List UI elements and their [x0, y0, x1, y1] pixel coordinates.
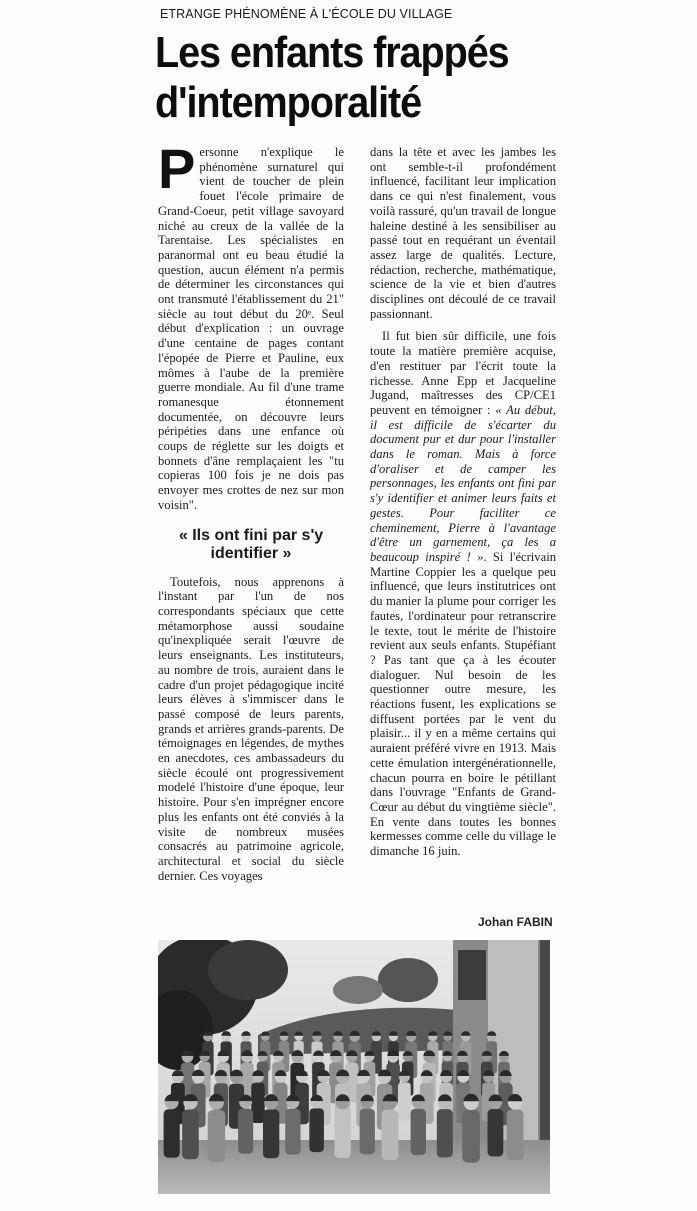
person-figure	[164, 1109, 180, 1157]
article-subheading: « Ils ont fini par s'y identifier »	[178, 526, 324, 562]
teacher-quote: « Au début, il est difficile de s'écarter du document pur et dur pour l'installer dans le roman. Mais à force d'oraliser et de camper les personnages, les enfants ont fini par s'y identifier et animer leurs faits et gestes. Pour faciliter ce cheminement, Pierre à l'avantage d'être un garnement, ça les a beaucoup inspiré ! »	[370, 402, 556, 564]
person-figure	[411, 1109, 426, 1155]
article-column-right	[370, 145, 556, 859]
person-figure	[238, 1109, 253, 1154]
article-headline: Les enfants frappés d'intemporalité	[155, 28, 509, 127]
person-figure	[182, 1109, 199, 1159]
article-kicker: ETRANGE PHÉNOMÈNE À L'ÉCOLE DU VILLAGE	[160, 7, 453, 21]
person-figure	[335, 1109, 351, 1158]
drop-cap: P	[158, 137, 196, 200]
person-figure	[437, 1109, 453, 1157]
person-figure	[263, 1109, 279, 1158]
person-figure	[285, 1109, 300, 1155]
person-figure	[382, 1110, 399, 1161]
person-figure	[309, 1108, 324, 1152]
paragraph: Personne n'explique le phénomène surnaturel qui vient de toucher de plein fouet l'école primaire de Grand-Coeur, petit village savoyard niché au creux de la vallée de la Tarentaise. Les spécialistes en paranormal ont eu beau étudié la question, aucun élément n'a permis de déterminer les circonstances qui ont transmuté l'établissement du 21" siècle au tout début du 20ᵉ. Seul début d'explication : un ouvrage d'une centaine de pages contant l'épopée de Pierre et Pauline, eux mômes à l'aube de la première guerre mondiale. Au fil d'une trame romanesque étonnement documentée, on découvre leurs péripéties dans une enfance où coups de réglette sur les doigts et bonnets d'âne remplaçaient les "tu copieras 100 fois je ne dois pas envoyer mes crottes de nez sur mon voisin".	[158, 137, 344, 512]
paragraph: Il fut bien sûr difficile, une fois toute la matière première acquise, d'en restituer par l'écrit toute la richesse. Anne Epp et Jacqueline Jugand, maîtresses des CP/CE1 peuvent en témoigner : « Au début, il est difficile de s'écarter du document pur et dur pour l'installer dans le roman. Mais à force d'oraliser et de camper les personnages, les enfants ont fini par s'y identifier et animer leurs faits et gestes. Pour faciliter ce cheminement, Pierre à l'avantage d'être un garnement, ça les a beaucoup inspiré ! ». Si l'écrivain Martine Coppier les a quelque peu influencé, que leurs institutrices ont du manier la plume pour corriger les fautes, l'ordinateur pour retranscrire le texte, tout le mérite de l'histoire revient aux seuls enfants. Stupéfiant ? Pas tant que ça à les écouter dialoguer. Nul besoin de les questionner outre mesure, les réactions fusent, les explications se diffusent portées par le vent du plaisir... il y en a même certains qui auraient préféré vivre en 1913. Mais cette émulation intergénérationnelle, chacun pourra en boire le pétillant dans l'ouvrage "Enfants de Grand-Cœur au début du vingtième siècle". En vente dans toutes les bonnes kermesses comme celle du village le dimanche 16 juin.	[370, 329, 556, 859]
paragraph: dans la tête et avec les jambes les ont semble-t-il profondément influencé, facilitant leur implication dans ce qui n'est finalement, vous voilà rassuré, qu'un travail de longue haleine destiné à les sensibiliser au passé tout en requérant un éventail assez large de qualités. Lecture, rédaction, recherche, mathématique, science de la vie et bien d'autres disciplines ont découlé de ce travail passionnant.	[370, 145, 556, 321]
person-figure	[398, 1082, 411, 1120]
person-figure	[360, 1109, 375, 1155]
person-figure	[507, 1110, 524, 1160]
person-figure	[488, 1109, 504, 1156]
class-group-photo	[158, 940, 550, 1194]
article-byline: Johan FABIN	[478, 915, 553, 929]
article-column-left	[158, 137, 344, 883]
paragraph: Toutefois, nous apprenons à l'instant par l'un de nos correspondants spéciaux que cette métamorphose aussi soudaine qu'inexpliquée serait l'œuvre de leurs enseignants. Les instituteurs, au nombre de trois, auraient dans le cadre d'un projet pédagogique incité leurs élèves à s'immiscer dans le passé composé de leurs parents, grands et arrières grands-parents. De témoignages en légendes, de mythes en anecdotes, ces ambassadeurs du siècle écoulé ont progressivement modelé l'histoire d'une époque, leur histoire. Pour s'en imprégner encore plus les enfants ont été conviés à la visite de nombreux musées consacrés au patrimoine agricole, architectural et social du siècle dernier. Ces voyages	[158, 574, 344, 883]
person-figure	[462, 1110, 480, 1163]
person-figure	[208, 1110, 225, 1162]
person-figure	[251, 1083, 264, 1123]
